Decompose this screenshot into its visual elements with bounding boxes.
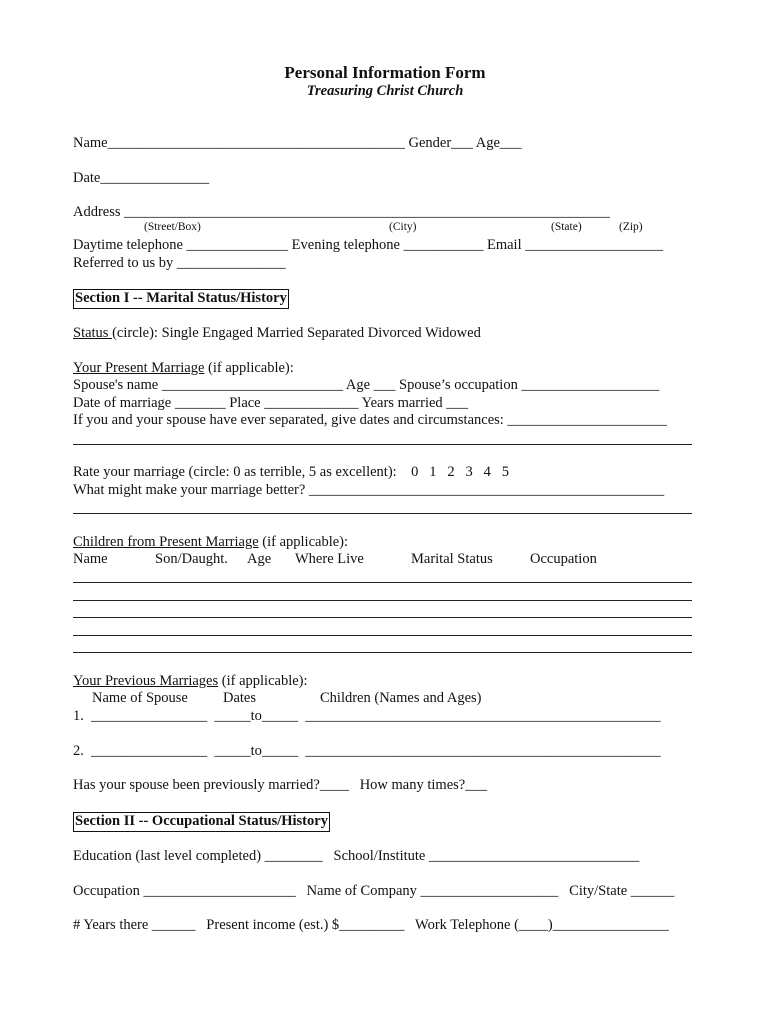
name-gender-age-line[interactable]: Name_________________________________________ Gender___ Age___ — [73, 135, 522, 151]
children-heading-line — [73, 535, 348, 550]
education-line[interactable]: Education (last level completed) ________ School/Institute _____________________________ — [73, 848, 640, 864]
spouse-line[interactable]: Spouse's name _________________________ Age ___ Spouse’s occupation ___________________ — [73, 377, 660, 393]
children-row-rule[interactable] — [73, 652, 692, 653]
previous-marriage-row-1[interactable]: 1. ________________ _____to_____ _________________________________________________ — [73, 708, 661, 724]
status-label: Status — [73, 325, 113, 341]
separated-line[interactable]: If you and your spouse have ever separated, give dates and circumstances: ______________________ — [73, 412, 667, 428]
telephone-email-line[interactable]: Daytime telephone ______________ Evening telephone ___________ Email ___________________ — [73, 237, 663, 253]
present-marriage-heading: Your Present Marriage — [73, 360, 205, 376]
children-col-name: Name — [73, 551, 108, 567]
years-income-line[interactable]: # Years there ______ Present income (est.) $_________ Work Telephone (____)________________ — [73, 917, 669, 933]
state-label: (State) — [551, 221, 582, 233]
city-label: (City) — [389, 221, 417, 233]
previous-col-children: Children (Names and Ages) — [320, 690, 482, 706]
street-box-label: (Street/Box) — [144, 221, 201, 233]
previous-marriage-row-2[interactable]: 2. ________________ _____to_____ _________________________________________________ — [73, 743, 661, 759]
referred-line[interactable]: Referred to us by _______________ — [73, 255, 286, 271]
children-heading: Children from Present Marriage — [73, 534, 259, 550]
marriage-better-line[interactable]: What might make your marriage better? _________________________________________________ — [73, 482, 665, 498]
children-col-marital-status: Marital Status — [411, 551, 493, 567]
date-line[interactable]: Date_______________ — [73, 170, 210, 186]
zip-label: (Zip) — [619, 221, 643, 233]
children-col-occupation: Occupation — [530, 551, 597, 567]
form-subtitle: Treasuring Christ Church — [306, 83, 464, 99]
present-marriage-heading-line — [73, 361, 294, 376]
previous-marriages-heading: Your Previous Marriages — [73, 673, 219, 689]
present-marriage-suffix: (if applicable): — [204, 360, 294, 376]
children-suffix: (if applicable): — [258, 534, 349, 550]
form-title: Personal Information Form — [284, 63, 486, 82]
status-line — [73, 326, 481, 341]
children-row-rule[interactable] — [73, 617, 692, 618]
section-1-title: Section I -- Marital Status/History — [73, 289, 289, 309]
previous-col-name-of-spouse: Name of Spouse — [92, 690, 188, 706]
section-2-title: Section II -- Occupational Status/History — [73, 812, 330, 832]
children-row-rule[interactable] — [73, 600, 692, 601]
children-row-rule[interactable] — [73, 635, 692, 636]
previously-married-line[interactable]: Has your spouse been previously married?____ How many times?___ — [73, 777, 487, 793]
separated-continuation-rule[interactable] — [73, 444, 692, 445]
children-col-son-daughter: Son/Daught. — [155, 551, 228, 567]
marriage-better-continuation-rule[interactable] — [73, 513, 692, 514]
children-row-rule[interactable] — [73, 582, 692, 583]
rate-marriage-line[interactable]: Rate your marriage (circle: 0 as terrible, 5 as excellent): 0 1 2 3 4 5 — [73, 464, 510, 480]
children-col-age: Age — [247, 551, 272, 567]
date-of-marriage-line[interactable]: Date of marriage _______ Place _____________ Years married ___ — [73, 395, 469, 411]
address-line[interactable]: Address ___________________________________________________________________ — [73, 204, 610, 220]
status-options[interactable]: (circle): Single Engaged Married Separated Divorced Widowed — [112, 325, 481, 341]
previous-marriages-heading-line — [73, 674, 308, 689]
previous-col-dates: Dates — [223, 690, 257, 706]
occupation-line[interactable]: Occupation _____________________ Name of Company ___________________ City/State ______ — [73, 883, 675, 899]
children-col-where-live: Where Live — [295, 551, 364, 567]
previous-marriages-suffix: (if applicable): — [218, 673, 308, 689]
